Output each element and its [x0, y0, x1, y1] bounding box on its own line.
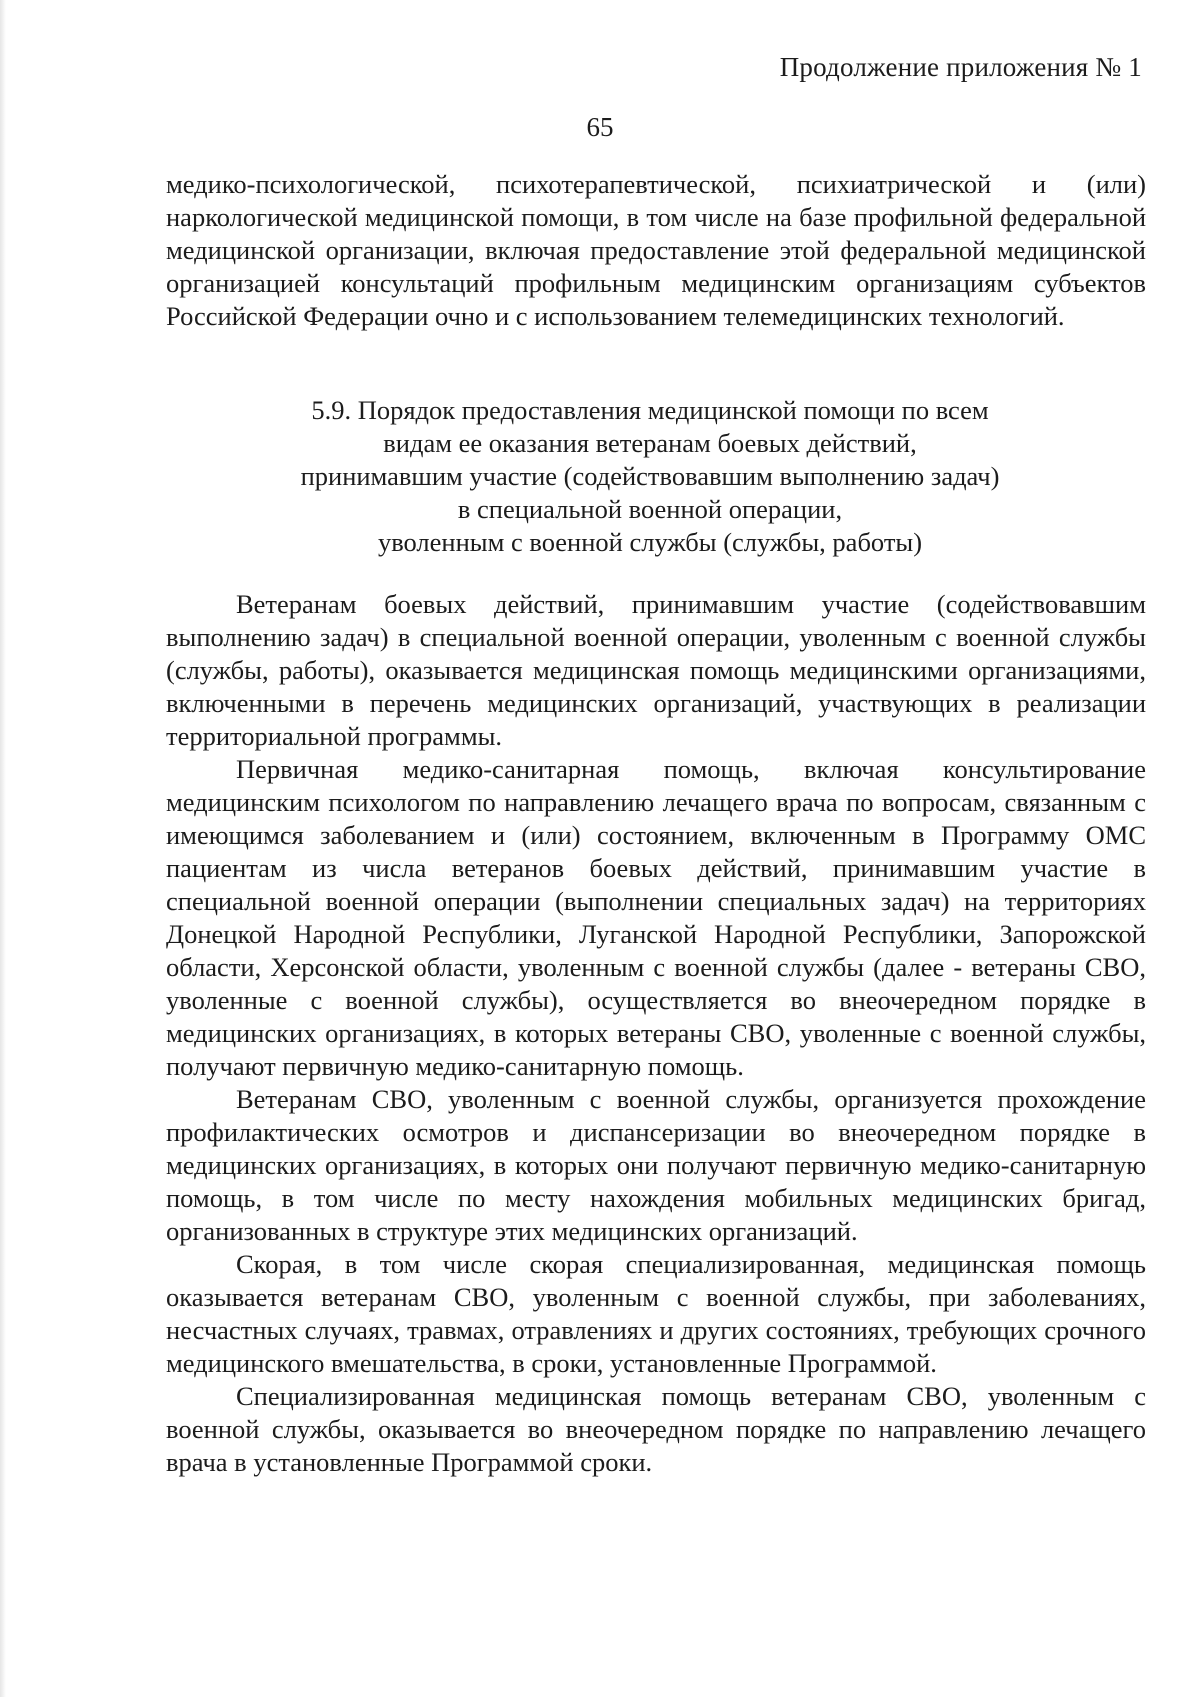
section-heading-line: видам ее оказания ветеранам боевых действий, — [383, 428, 917, 458]
section-paragraph: Ветеранам боевых действий, принимавшим участие (содействовавшим выполнению задач) в специальной военной операции, уволенным с военной службы (службы, работы), оказывается медицинская помощь медицинскими организациями, включенными в перечень медицинских организаций, участвующих в реализации территориальной программы. — [166, 589, 1146, 751]
intro-paragraph: медико-психологической, психотерапевтической, психиатрической и (или) наркологической медицинской помощи, в том числе на базе профильной федеральной медицинской организации, включая предоставление этой федеральной медицинской организацией консультаций профильным медицинским организациям субъектов Российской Федерации очно и с использованием телемедицинских технологий. — [166, 169, 1146, 331]
section-heading-line: принимавшим участие (содействовавшим выполнению задач) — [300, 461, 1000, 491]
section-heading-line: 5.9. Порядок предоставления медицинской помощи по всем — [311, 395, 989, 425]
appendix-label: Продолжение приложения № 1 — [779, 52, 1142, 82]
section-paragraph: Первичная медико-санитарная помощь, включая консультирование медицинским психологом по направлению лечащего врача по вопросам, связанным с имеющимся заболеванием и (или) состоянием, включенным в Программу ОМС пациентам из числа ветеранов боевых действий, принимавшим участие в специальной военной операции (выполнении специальных задач) на территориях Донецкой Народной Республики, Луганской Народной Республики, Запорожской области, Херсонской области, уволенным с военной службы (далее - ветераны СВО, уволенные с военной службы), осуществляется во внеочередном порядке в медицинских организациях, в которых ветераны СВО, уволенные с военной службы, получают первичную медико-санитарную помощь. — [166, 754, 1146, 1081]
section-paragraph: Ветеранам СВО, уволенным с военной службы, организуется прохождение профилактических осмотров и диспансеризации во внеочередном порядке в медицинских организациях, в которых они получают первичную медико-санитарную помощь, в том числе по месту нахождения мобильных медицинских бригад, организованных в структуре этих медицинских организаций. — [166, 1084, 1146, 1246]
section-heading-line: в специальной военной операции, — [457, 494, 843, 524]
section-paragraph: Специализированная медицинская помощь ветеранам СВО, уволенным с военной службы, оказывается во внеочередном порядке по направлению лечащего врача в установленные Программой сроки. — [166, 1381, 1146, 1477]
section-heading-line: уволенным с военной службы (службы, работы) — [377, 527, 923, 557]
intro-paragraph-block — [166, 168, 1146, 333]
section-heading — [200, 394, 1100, 559]
scan-edge-shadow — [0, 0, 6, 1697]
page-number: 65 — [586, 112, 614, 142]
section-body — [166, 588, 1146, 1479]
section-paragraph: Скорая, в том числе скорая специализированная, медицинская помощь оказывается ветеранам СВО, уволенным с военной службы, при заболеваниях, несчастных случаях, травмах, отравлениях и других состояниях, требующих срочного медицинского вмешательства, в сроки, установленные Программой. — [166, 1249, 1146, 1378]
